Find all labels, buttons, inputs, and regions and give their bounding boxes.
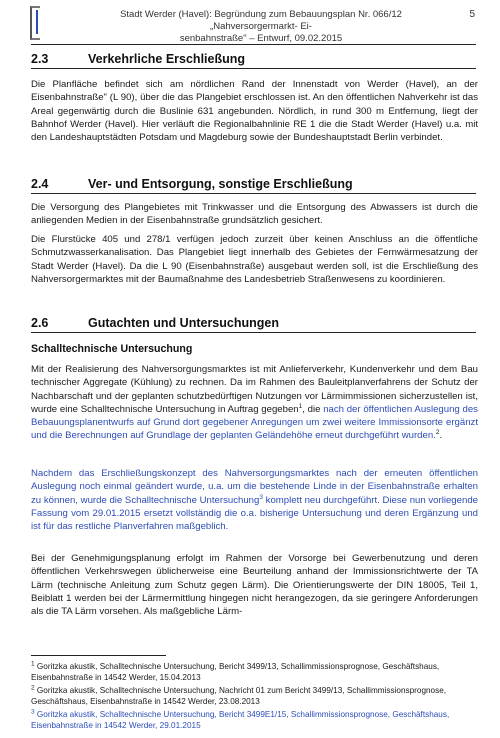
paragraph-plots: Die Flurstücke 405 und 278/1 verfügen jedoch zurzeit über keinen Anschluss an die öffentliche Schmutzwasserkanalisation. Das Plangebiet liegt innerhalb des Gebietes der Fernwärmesatzung der Stadt Werder (Havel). Da die L 90 (Eisenbahnstraße) ausgebaut werden soll, ist die Erschließung des Nahversorgermarktes mit der Baumaßnahme des Landesbetrieb Straßenwesens zu koordinieren.	[31, 234, 478, 285]
page-number: 5	[469, 9, 475, 20]
footnote-text: Goritzka akustik, Schalltechnische Untersuchung, Bericht 3499/13, Schallimmissionsprognose, Geschäftshaus, Eisenbahnstraße in 14542 Werder, 15.04.2013	[31, 662, 440, 682]
section-number: 2.3	[31, 52, 49, 66]
paragraph-supply: Die Versorgung des Plangebietes mit Trinkwasser und die Entsorgung des Abwassers ist durch die anliegenden Medien in der Eisenbahnstraße grundsätzlich gesichert.	[31, 202, 478, 227]
footnote-divider	[31, 655, 166, 656]
paragraph-noise-1	[31, 363, 478, 443]
section-title: Verkehrliche Erschließung	[88, 52, 246, 66]
section-divider	[31, 332, 476, 333]
section-number: 2.6	[31, 316, 49, 330]
footnote-number: 3	[31, 708, 35, 716]
footnote-text: Goritzka akustik, Schalltechnische Untersuchung, Bericht 3499E1/15, Schallimmissionsprognose, Geschäftshaus, Eisenbahnstraße in 14542 Werder, 29.01.2015	[31, 710, 450, 730]
footnote-text: Goritzka akustik, Schalltechnische Untersuchung, Nachricht 01 zum Bericht 3499/13, Schallimmissionsprognose, Geschäftshaus, Eisenbahnstraße in 14542 Werder, 23.08.2013	[31, 686, 447, 706]
section-title: Ver- und Entsorgung, sonstige Erschließung	[88, 177, 353, 191]
footnote-1	[31, 661, 478, 683]
binder-bracket-icon	[30, 6, 40, 40]
footnote-3	[31, 709, 478, 731]
text-run: Mit der Realisierung des Nahversorgungsmarktes ist mit Anlieferverkehr, Kundenverkehr und dem Bau technischer Aggregate (Kühlung) zu rechnen. Da im Rahmen des Bauleitplanverfahrens der Schutz der Nachbarschaft und der geplanten schutzbedürftigen Nutzungen vor Lärmimmissionen sicherzustellen ist, wurde eine Schalltechnische Untersuchung in Auftrag gegeben	[31, 364, 478, 415]
footnote-ref-2[interactable]: 2	[435, 429, 440, 437]
binder-mark	[36, 10, 38, 34]
paragraph-traffic: Die Planfläche befindet sich am nördlichen Rand der Innenstadt von Werder (Havel), an der Eisenbahnstraße" (L 90), über die das Plangebiet erschlossen ist. An den öffentlichen Nahverkehr ist das Areal gegenwärtig durch die Buslinie 631 angebunden. Nördlich, in rund 300 m Entfernung, liegt der Bahnhof Werder (Havel). Hier verläuft die Regionalbahnlinie RE 1 die die Stadt Werder (Havel) u.a. mit den Landeshauptstädten Potsdam und Magdeburg sowie der Bundeshauptstadt Berlin verbindet.	[31, 79, 478, 144]
footnote-number: 1	[31, 660, 35, 668]
page-header	[30, 6, 475, 44]
section-divider	[31, 68, 476, 69]
paragraph-noise-3: Bei der Genehmigungsplanung erfolgt im Rahmen der Vorsorge bei Gewerbenutzung und deren öffentlichen Verkehrswegen üblicherweise eine Beurteilung anhand der Immissionsrichtwerte der TA Lärm (technische Anleitung zum Schutz gegen Lärm). Die Orientierungswerte der DIN 18005, Teil 1, Beiblatt 1 werden bei der Lärmermittlung hingegen nicht herangezogen, da sie geringere Anforderungen als die TA Lärm vorsehen. Als maßgebliche Lärm-	[31, 553, 478, 618]
header-text	[76, 9, 446, 45]
footnote-ref-3[interactable]: 3	[259, 493, 263, 501]
revision-text: komplett neu durchgeführt. Diese nun vorliegende Fassung vom 29.01.2015 ersetzt vollständig die o.a. bisherige Untersuchung und deren Ergänzung und ist für das restliche Planverfahren maßgeblich.	[31, 494, 478, 533]
footnote-ref-1[interactable]: 1	[298, 402, 303, 410]
subheading-noise-study: Schalltechnische Untersuchung	[31, 343, 193, 355]
revision-text: Nachdem das Erschließungskonzept des Nahversorgungsmarktes nach der erneuten öffentlichen Auslegung noch einmal geändert wurde, u.a. um die bestehende Linde in der Eisenbahnstraße erhalten zu können, wurde die Schalltechnische Untersuchung	[31, 468, 478, 506]
text-run: , die	[302, 403, 324, 415]
section-divider	[31, 193, 476, 194]
header-line-1: Stadt Werder (Havel): Begründung zum Bebauungsplan Nr. 066/12 „Nahversorgermarkt- Ei-	[120, 9, 402, 32]
section-title: Gutachten und Untersuchungen	[88, 316, 279, 330]
paragraph-noise-2	[31, 467, 478, 533]
footnote-2	[31, 685, 478, 707]
footnote-number: 2	[31, 684, 35, 692]
header-divider	[31, 44, 476, 45]
header-line-2: senbahnstraße" – Entwurf, 09.02.2015	[179, 33, 343, 44]
revision-text: nach der öffentlichen Auslegung des Bebauungsplanentwurfs auf Grund dort gegebener Anregungen um zwei weitere Immissionsorte ergänzt und die Berechnungen auf Grundlage der geplanten Geländehöhe erneut durchgeführt wurden.	[31, 403, 478, 442]
text-run: .	[439, 430, 443, 442]
section-number: 2.4	[31, 177, 49, 191]
